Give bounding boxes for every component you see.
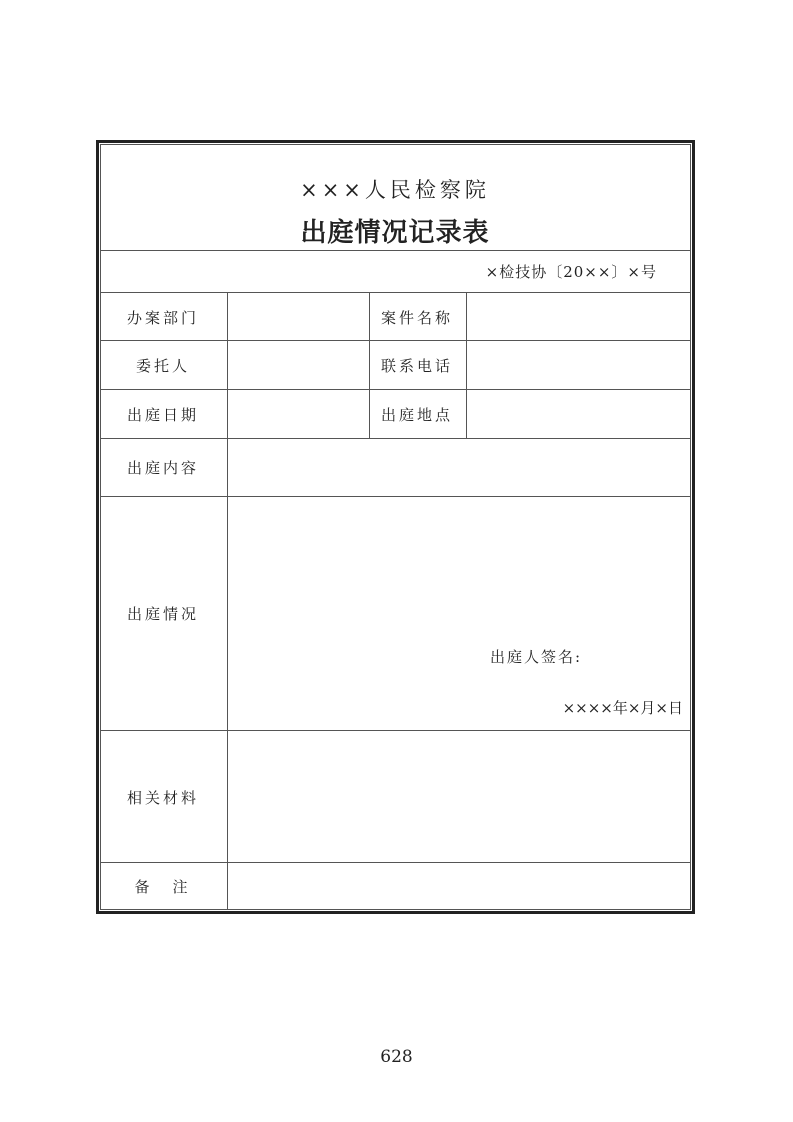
label-dept: 办案部门 bbox=[126, 309, 199, 327]
divider bbox=[100, 496, 690, 497]
doc-number: ×检技协〔20××〕×号 bbox=[485, 263, 657, 281]
divider bbox=[100, 292, 690, 293]
label-phone: 联系电话 bbox=[380, 357, 453, 375]
label-remarks: 备 注 bbox=[134, 878, 192, 896]
label-place: 出庭地点 bbox=[380, 406, 453, 424]
divider bbox=[100, 340, 690, 341]
label-case-name: 案件名称 bbox=[380, 309, 453, 327]
form-title: 出庭情况记录表 bbox=[300, 218, 490, 248]
page-number: 628 bbox=[380, 1047, 413, 1067]
divider bbox=[100, 862, 690, 863]
org-name: ×××人民检察院 bbox=[300, 178, 490, 202]
label-content: 出庭内容 bbox=[126, 459, 199, 477]
label-date: 出庭日期 bbox=[126, 406, 199, 424]
signature-label: 出庭人签名: bbox=[490, 648, 583, 666]
divider bbox=[227, 292, 228, 909]
label-materials: 相关材料 bbox=[126, 789, 199, 807]
divider bbox=[100, 438, 690, 439]
label-situation: 出庭情况 bbox=[126, 605, 199, 623]
label-client: 委托人 bbox=[135, 357, 190, 375]
divider bbox=[100, 389, 690, 390]
signature-date: ××××年×月×日 bbox=[562, 699, 683, 717]
divider bbox=[100, 730, 690, 731]
divider bbox=[100, 250, 690, 251]
